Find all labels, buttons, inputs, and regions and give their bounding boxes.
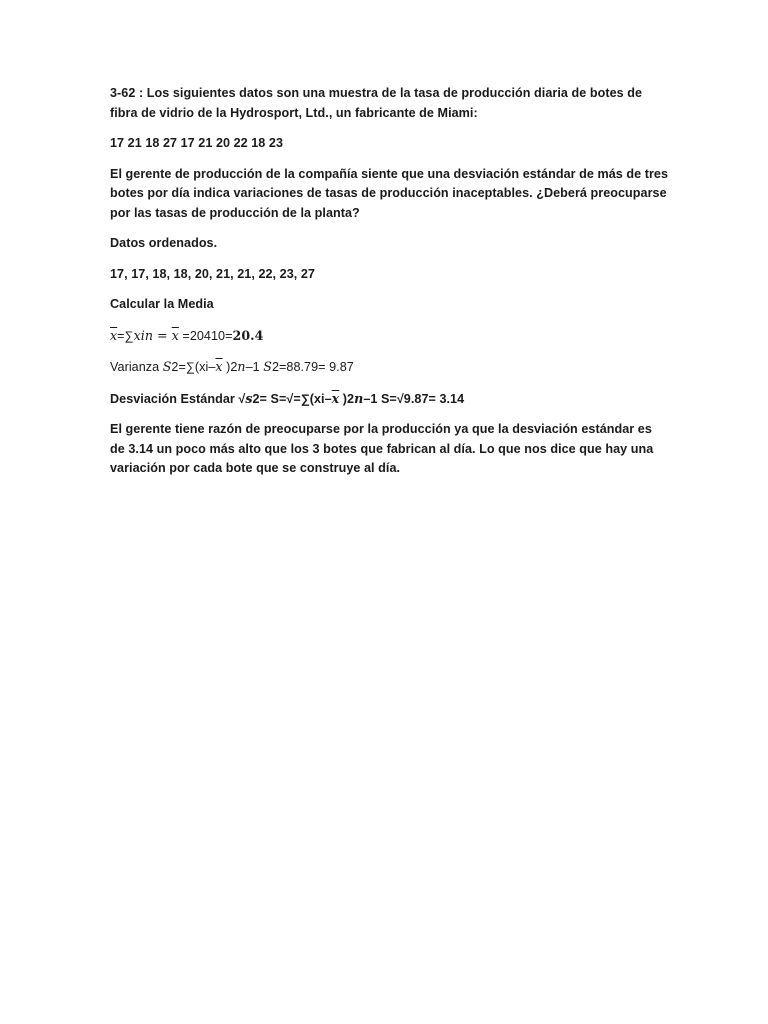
stddev-part-1: 2= S=√=∑(xi– [252, 391, 332, 406]
mean-part-2: xin [133, 327, 153, 343]
mean-part-4: =20410= [178, 328, 233, 343]
stddev-formula [110, 389, 670, 410]
variance-part-1: 2=∑(xi– [171, 360, 216, 374]
variance-x-bar: $\overline{x}$ [215, 359, 223, 374]
conclusion-text: El gerente tiene razón de preocuparse por la producción ya que la desviación estándar es de 3.14 un poco más alto que los 3 botes que fabrican al día. Lo que nos dice que hay una variación por cada bote que se construye al día. [110, 422, 654, 475]
sorted-values: 17, 17, 18, 18, 20, 21, 21, 22, 23, 27 [110, 266, 315, 281]
mean-heading: Calcular la Media [110, 297, 214, 311]
mean-x-bar-2: $\overline{x}$ [171, 327, 179, 343]
mean-result: 20.4 [232, 327, 264, 343]
variance-s-1: S [162, 359, 172, 374]
stddev-part-2: )2 [339, 391, 355, 406]
variance-part-3: –1 [245, 360, 264, 374]
sorted-heading: Datos ordenados. [110, 236, 218, 250]
problem-statement [110, 84, 670, 123]
variance-n: n [237, 359, 246, 374]
problem-text: Los siguientes datos son una muestra de la tasa de producción diaria de botes de fibra de vidrio de la Hydrosport, Ltd., un fabricante de Miami: [110, 86, 643, 120]
stddev-label: Desviación Estándar √ [110, 391, 246, 406]
stddev-part-3: –1 S=√9.87= 3.14 [363, 391, 465, 406]
mean-part-3: = [153, 327, 172, 343]
mean-x-bar: $\overline{x}$ [110, 327, 118, 343]
variance-part-2: )2 [222, 360, 238, 374]
raw-data: 17 21 18 27 17 21 20 22 18 23 [110, 136, 284, 150]
stddev-s: s [245, 390, 253, 406]
document-body [110, 84, 670, 490]
stddev-n: n [354, 390, 364, 406]
variance-s-2: S [263, 359, 272, 374]
problem-number: 3-62 : [110, 86, 144, 100]
variance-formula [110, 357, 670, 378]
question-text: El gerente de producción de la compañía siente que una desviación estándar de más de tres botes por día indica variaciones de tasas de producción inaceptables. ¿Deberá preocuparse por las tasas de producción de la planta? [110, 166, 669, 220]
mean-formula [110, 326, 670, 347]
stddev-x-bar: $\overline{x}$ [331, 390, 340, 406]
mean-part-1: =∑ [117, 328, 134, 343]
variance-part-4: 2=88.79= 9.87 [271, 360, 354, 374]
variance-label: Varianza [110, 360, 163, 374]
